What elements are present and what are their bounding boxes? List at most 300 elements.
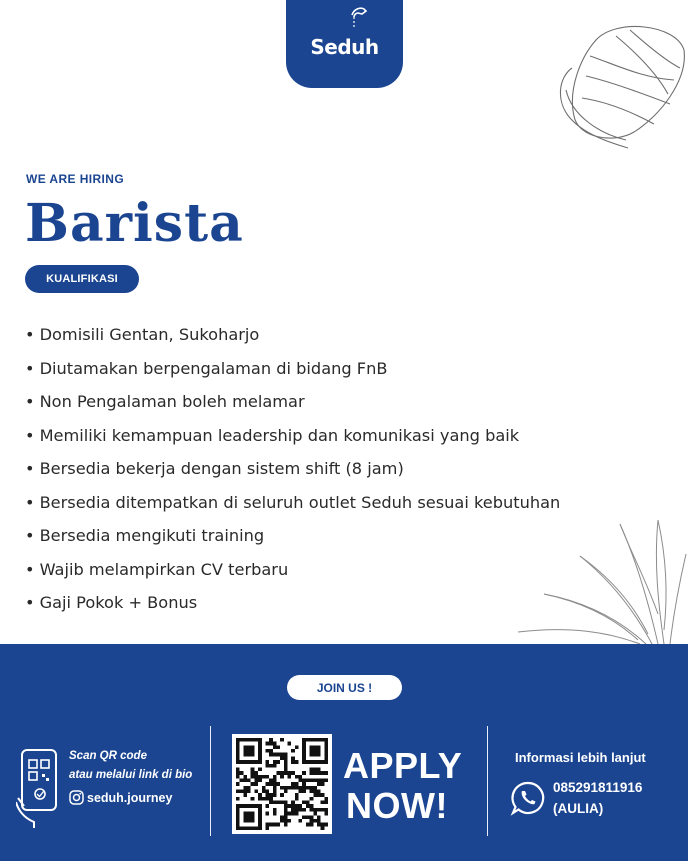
qr-module: [302, 753, 306, 757]
qr-module: [258, 738, 262, 742]
qr-module: [243, 760, 247, 764]
qr-module: [251, 760, 255, 764]
qr-module: [299, 786, 303, 790]
qr-module: [313, 749, 317, 753]
qr-module: [310, 790, 314, 794]
qr-module: [247, 749, 251, 753]
qr-module: [273, 760, 277, 764]
qr-module: [313, 767, 317, 771]
qr-module: [306, 801, 310, 805]
qr-module: [236, 756, 240, 760]
qr-module: [269, 782, 273, 786]
qr-module: [299, 778, 303, 782]
qr-module: [310, 753, 314, 757]
qr-module: [284, 823, 288, 827]
qr-module: [236, 738, 240, 742]
qr-module: [254, 771, 258, 775]
qr-module: [313, 778, 317, 782]
qr-module: [251, 738, 255, 742]
qr-module: [273, 764, 277, 768]
qr-module: [269, 823, 273, 827]
qr-module: [317, 771, 321, 775]
qr-module: [247, 738, 251, 742]
job-title: Barista: [25, 193, 244, 254]
qr-module: [273, 745, 277, 749]
qr-module: [247, 786, 251, 790]
qr-module: [269, 793, 273, 797]
qr-module: [262, 790, 266, 794]
qr-module: [280, 801, 284, 805]
qr-module: [295, 793, 299, 797]
qr-module: [317, 815, 321, 819]
qr-module: [276, 823, 280, 827]
list-item: • Gaji Pokok + Bonus: [25, 591, 560, 625]
qr-module: [302, 790, 306, 794]
apply-heading: NOW!: [346, 785, 448, 826]
qr-module: [251, 819, 255, 823]
qr-module: [236, 808, 240, 812]
instagram-icon: [69, 790, 84, 805]
qr-module: [321, 760, 325, 764]
join-us-badge: JOIN US !: [287, 675, 402, 700]
qr-module: [321, 771, 325, 775]
qr-module: [236, 804, 240, 808]
qr-module: [269, 738, 273, 742]
qr-module: [302, 786, 306, 790]
qr-module: [284, 812, 288, 816]
qr-code[interactable]: [232, 734, 332, 834]
qr-module: [299, 804, 303, 808]
section-badge: KUALIFIKASI: [25, 265, 139, 293]
qr-module: [317, 745, 321, 749]
qr-module: [273, 812, 277, 816]
qr-module: [310, 771, 314, 775]
qr-module: [284, 815, 288, 819]
scan-instruction: atau melalui link di bio: [69, 769, 193, 781]
qr-module: [258, 760, 262, 764]
qr-module: [310, 823, 314, 827]
qr-module: [258, 797, 262, 801]
qr-module: [317, 753, 321, 757]
list-item: • Bersedia bekerja dengan sistem shift (8 jam): [25, 457, 560, 491]
logo-text: Seduh: [310, 35, 379, 59]
qr-module: [321, 782, 325, 786]
qr-module: [276, 771, 280, 775]
qr-module: [236, 815, 240, 819]
qr-module: [251, 782, 255, 786]
qr-module: [262, 786, 266, 790]
qr-module: [240, 738, 244, 742]
instagram-handle: seduh.journey: [87, 790, 173, 805]
qr-module: [288, 812, 292, 816]
qr-module: [291, 808, 295, 812]
qr-module: [313, 790, 317, 794]
qr-module: [284, 819, 288, 823]
qr-module: [247, 812, 251, 816]
whatsapp-icon: [510, 780, 546, 816]
requirements-list: [25, 323, 560, 625]
qr-module: [324, 771, 328, 775]
qr-module: [243, 738, 247, 742]
qr-module: [243, 815, 247, 819]
qr-module: [291, 756, 295, 760]
qr-module: [243, 745, 247, 749]
list-item: • Domisili Gentan, Sukoharjo: [25, 323, 560, 357]
list-item: • Bersedia ditempatkan di seluruh outlet Seduh sesuai kebutuhan: [25, 491, 560, 525]
kicker-text: WE ARE HIRING: [26, 172, 125, 186]
qr-module: [310, 767, 314, 771]
qr-module: [258, 808, 262, 812]
qr-module: [243, 819, 247, 823]
qr-module: [288, 819, 292, 823]
qr-module: [254, 790, 258, 794]
qr-module: [273, 778, 277, 782]
qr-module: [243, 786, 247, 790]
qr-module: [284, 808, 288, 812]
qr-module: [295, 808, 299, 812]
qr-module: [313, 808, 317, 812]
qr-module: [276, 782, 280, 786]
qr-module: [243, 790, 247, 794]
list-item: • Diutamakan berpengalaman di bidang FnB: [25, 357, 560, 391]
qr-module: [236, 749, 240, 753]
qr-module: [306, 815, 310, 819]
qr-module: [288, 804, 292, 808]
qr-module: [247, 819, 251, 823]
qr-module: [251, 753, 255, 757]
qr-module: [317, 782, 321, 786]
qr-module: [280, 753, 284, 757]
qr-module: [284, 790, 288, 794]
qr-module: [251, 775, 255, 779]
qr-module: [317, 790, 321, 794]
qr-module: [247, 753, 251, 757]
qr-module: [265, 790, 269, 794]
qr-module: [310, 749, 314, 753]
qr-module: [269, 749, 273, 753]
qr-module: [324, 801, 328, 805]
qr-module: [313, 793, 317, 797]
qr-module: [317, 767, 321, 771]
qr-module: [240, 771, 244, 775]
qr-module: [302, 808, 306, 812]
qr-module: [317, 793, 321, 797]
qr-module: [265, 749, 269, 753]
qr-module: [236, 760, 240, 764]
qr-module: [280, 819, 284, 823]
qr-module: [324, 738, 328, 742]
qr-module: [291, 812, 295, 816]
qr-module: [273, 742, 277, 746]
qr-module: [317, 738, 321, 742]
qr-module: [313, 786, 317, 790]
qr-module: [302, 749, 306, 753]
qr-module: [302, 771, 306, 775]
qr-module: [324, 745, 328, 749]
qr-module: [310, 778, 314, 782]
qr-module: [265, 764, 269, 768]
qr-module: [265, 760, 269, 764]
qr-module: [251, 749, 255, 753]
qr-module: [254, 760, 258, 764]
qr-module: [273, 782, 277, 786]
qr-module: [302, 738, 306, 742]
qr-module: [280, 793, 284, 797]
qr-module: [310, 815, 314, 819]
qr-code-image: [236, 738, 328, 830]
qr-module: [299, 775, 303, 779]
qr-module: [284, 804, 288, 808]
qr-module: [302, 778, 306, 782]
qr-module: [236, 790, 240, 794]
qr-module: [299, 790, 303, 794]
qr-module: [265, 797, 269, 801]
qr-module: [291, 760, 295, 764]
leaf-illustration: [556, 20, 688, 160]
qr-module: [302, 756, 306, 760]
qr-module: [284, 753, 288, 757]
qr-module: [262, 797, 266, 801]
qr-module: [258, 804, 262, 808]
qr-module: [273, 790, 277, 794]
coffee-pour-icon: [348, 5, 370, 29]
qr-module: [240, 790, 244, 794]
qr-module: [310, 745, 314, 749]
qr-module: [258, 815, 262, 819]
qr-module: [310, 797, 314, 801]
qr-module: [269, 778, 273, 782]
qr-module: [251, 826, 255, 830]
qr-module: [306, 760, 310, 764]
qr-module: [236, 753, 240, 757]
qr-module: [324, 812, 328, 816]
qr-module: [258, 749, 262, 753]
qr-module: [247, 760, 251, 764]
qr-module: [310, 760, 314, 764]
contact-name: (AULIA): [553, 801, 604, 816]
qr-module: [265, 775, 269, 779]
qr-module: [240, 778, 244, 782]
qr-module: [295, 760, 299, 764]
scan-instruction: Scan QR code: [69, 750, 147, 762]
qr-module: [284, 767, 288, 771]
qr-module: [313, 745, 317, 749]
qr-module: [269, 753, 273, 757]
qr-module: [254, 738, 258, 742]
qr-module: [284, 756, 288, 760]
qr-module: [247, 790, 251, 794]
qr-module: [295, 745, 299, 749]
qr-module: [236, 767, 240, 771]
qr-module: [240, 760, 244, 764]
qr-module: [236, 775, 240, 779]
qr-module: [247, 804, 251, 808]
qr-module: [273, 823, 277, 827]
qr-module: [269, 801, 273, 805]
qr-module: [265, 826, 269, 830]
qr-module: [269, 742, 273, 746]
qr-module: [236, 771, 240, 775]
qr-module: [317, 819, 321, 823]
qr-module: [251, 771, 255, 775]
qr-module: [269, 797, 273, 801]
qr-module: [273, 793, 277, 797]
qr-module: [273, 786, 277, 790]
qr-module: [243, 749, 247, 753]
qr-module: [324, 760, 328, 764]
qr-module: [306, 738, 310, 742]
qr-module: [280, 775, 284, 779]
qr-module: [306, 786, 310, 790]
phone-qr-icon: [16, 748, 64, 828]
qr-module: [284, 771, 288, 775]
qr-module: [258, 819, 262, 823]
qr-module: [269, 764, 273, 768]
qr-module: [291, 782, 295, 786]
qr-module: [243, 812, 247, 816]
qr-module: [254, 775, 258, 779]
phone-number[interactable]: 085291811916: [553, 780, 643, 795]
qr-module: [295, 775, 299, 779]
divider: [487, 726, 488, 836]
qr-module: [240, 826, 244, 830]
qr-module: [284, 786, 288, 790]
list-item: • Bersedia mengikuti training: [25, 524, 560, 558]
list-item: • Wajib melampirkan CV terbaru: [25, 558, 560, 592]
list-item: • Non Pengalaman boleh melamar: [25, 390, 560, 424]
qr-module: [291, 804, 295, 808]
qr-module: [299, 808, 303, 812]
qr-module: [288, 771, 292, 775]
qr-module: [324, 749, 328, 753]
qr-module: [258, 745, 262, 749]
qr-module: [258, 767, 262, 771]
qr-module: [295, 804, 299, 808]
qr-module: [317, 760, 321, 764]
qr-module: [258, 826, 262, 830]
qr-module: [273, 801, 277, 805]
qr-module: [236, 797, 240, 801]
qr-module: [302, 782, 306, 786]
qr-module: [291, 749, 295, 753]
qr-module: [291, 771, 295, 775]
qr-module: [258, 778, 262, 782]
qr-module: [247, 778, 251, 782]
qr-module: [295, 786, 299, 790]
qr-module: [317, 823, 321, 827]
qr-module: [302, 760, 306, 764]
qr-module: [321, 801, 325, 805]
qr-module: [243, 775, 247, 779]
qr-module: [273, 808, 277, 812]
qr-module: [243, 778, 247, 782]
qr-module: [302, 742, 306, 746]
qr-module: [324, 742, 328, 746]
qr-module: [317, 778, 321, 782]
qr-module: [276, 760, 280, 764]
footer-panel: [0, 644, 688, 861]
qr-module: [306, 778, 310, 782]
qr-module: [302, 745, 306, 749]
qr-module: [313, 760, 317, 764]
qr-module: [276, 801, 280, 805]
qr-module: [321, 738, 325, 742]
qr-module: [295, 797, 299, 801]
qr-module: [276, 745, 280, 749]
qr-module: [288, 786, 292, 790]
qr-module: [321, 823, 325, 827]
qr-module: [258, 753, 262, 757]
qr-module: [265, 782, 269, 786]
qr-module: [247, 745, 251, 749]
qr-module: [317, 808, 321, 812]
qr-module: [243, 804, 247, 808]
qr-module: [273, 775, 277, 779]
qr-module: [243, 793, 247, 797]
qr-module: [265, 812, 269, 816]
qr-module: [240, 804, 244, 808]
qr-module: [291, 786, 295, 790]
qr-module: [251, 767, 255, 771]
qr-module: [302, 815, 306, 819]
list-item: • Memiliki kemampuan leadership dan komunikasi yang baik: [25, 424, 560, 458]
qr-module: [321, 778, 325, 782]
qr-module: [258, 742, 262, 746]
qr-module: [302, 801, 306, 805]
qr-module: [324, 753, 328, 757]
qr-module: [265, 742, 269, 746]
instagram-link[interactable]: [69, 790, 172, 805]
qr-module: [251, 812, 255, 816]
qr-module: [236, 812, 240, 816]
qr-module: [251, 815, 255, 819]
qr-module: [310, 804, 314, 808]
qr-module: [236, 745, 240, 749]
qr-module: [258, 812, 262, 816]
qr-module: [288, 775, 292, 779]
qr-module: [324, 756, 328, 760]
qr-module: [313, 753, 317, 757]
qr-module: [321, 826, 325, 830]
qr-module: [313, 812, 317, 816]
qr-module: [236, 742, 240, 746]
qr-module: [247, 815, 251, 819]
qr-module: [258, 756, 262, 760]
qr-module: [236, 782, 240, 786]
qr-module: [324, 823, 328, 827]
qr-module: [284, 801, 288, 805]
qr-module: [313, 771, 317, 775]
qr-module: [324, 778, 328, 782]
qr-module: [280, 756, 284, 760]
qr-module: [306, 804, 310, 808]
qr-module: [321, 793, 325, 797]
qr-module: [273, 753, 277, 757]
qr-module: [276, 753, 280, 757]
brand-logo: [286, 0, 403, 88]
qr-module: [265, 804, 269, 808]
qr-module: [258, 823, 262, 827]
qr-module: [313, 819, 317, 823]
divider: [210, 726, 211, 836]
qr-module: [317, 749, 321, 753]
qr-module: [251, 804, 255, 808]
qr-module: [258, 775, 262, 779]
info-label: Informasi lebih lanjut: [515, 750, 646, 765]
qr-module: [254, 826, 258, 830]
qr-module: [265, 793, 269, 797]
qr-module: [299, 819, 303, 823]
